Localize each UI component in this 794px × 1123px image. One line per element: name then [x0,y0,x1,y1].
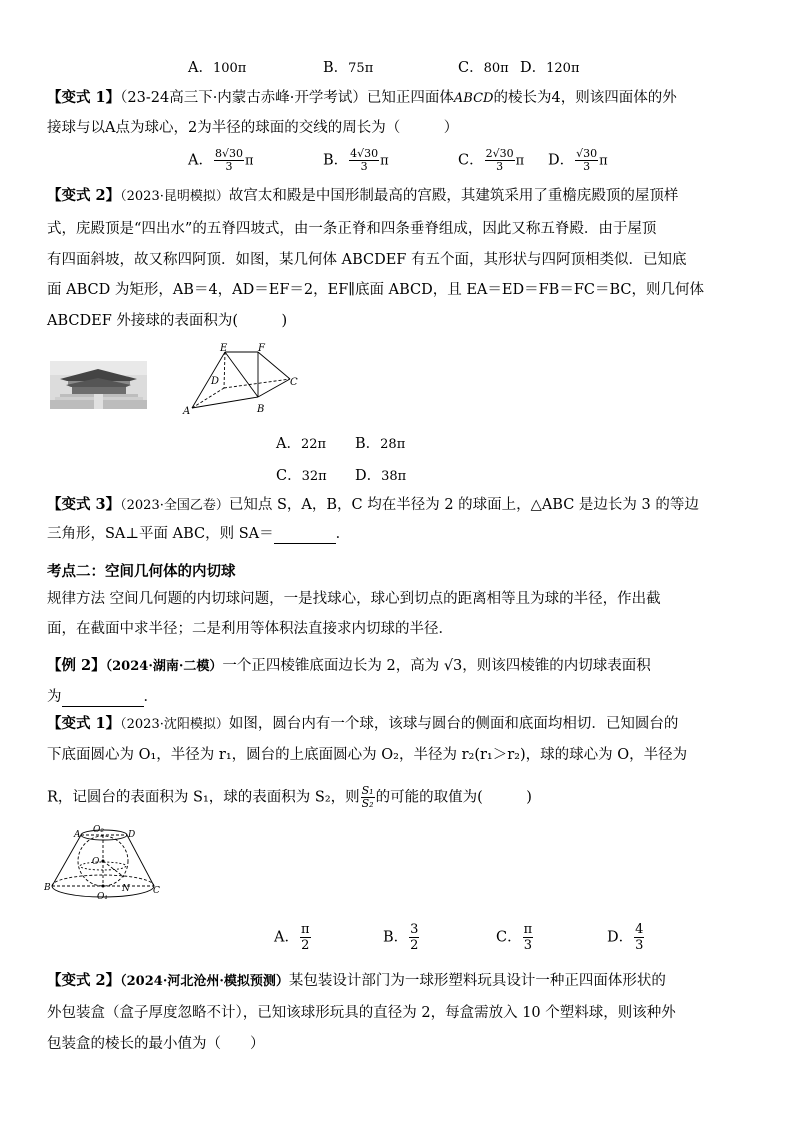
section-title: 考点二：空间几何体的内切球 [47,563,236,580]
v2-line3: 有四面斜坡，故又称四阿顶．如图，某几何体 ABCDEF 有五个面，其形状与四阿顶相类似．已知底 [47,252,687,268]
label-o: O [92,857,100,867]
label-d: D [128,830,136,840]
v1-opt-d-frac [575,148,598,173]
v3-text: 已知点 S，A，B，C 均在半径为 2 的球面上，△ABC 是边长为 3 的等边 [228,497,699,513]
v1-opt-a-label: A． [188,152,213,169]
v2-tag: 【变式 2】 [47,187,121,204]
v1-abcd: ABCD [453,91,494,106]
frac-num: 3 [410,922,419,937]
v1-opt-d-label: D． [548,152,575,169]
frac-num: 8√30 [214,147,243,160]
v3-text2: 三角形，SA⊥平面 ABC，则 SA＝ [47,526,274,542]
frac-den: 3 [523,938,533,953]
v2-line4: 面 ABCD 为矩形，AB＝4，AD＝EF＝2，EF∥底面 ABCD，且 EA＝ED＝FB＝FC＝BC，则几何体 [47,282,704,298]
label-d: D [211,376,220,387]
label-a: A [183,406,191,417]
pi: π [599,153,608,169]
ex2v1-option-c [496,922,534,953]
opt-frac [409,922,419,953]
v1-opt-b-label: B． [323,152,349,169]
answer-blank[interactable] [62,706,144,707]
v2-source: （2023·昆明模拟） [120,189,229,204]
pi: π [515,153,525,169]
frac-num: √30 [576,147,598,160]
opt-label: A． [276,436,301,452]
frac-den: 2 [410,938,419,953]
period: ． [143,689,158,705]
frac-num: S₁ [361,784,374,797]
v1-opt-b-frac [349,148,379,173]
label-b: B [44,883,51,893]
ex2v1-line1 [47,714,678,735]
opt-value: 38π [381,469,407,484]
frac-den: 3 [496,160,504,173]
frac-num: π [300,922,310,937]
option-b-label: B． [323,60,349,76]
palace-photo [50,361,147,409]
v2-line1 [47,186,678,207]
ex2-source: （2024·湖南·二模） [105,659,223,674]
label-b: B [257,404,265,415]
ex2v2-line2: 外包装盒（盒子厚度忽略不计），已知该球形玩具的直径为 2，每盒需放入 10 个塑料球，则该种外 [47,1005,676,1021]
ex2v1-option-b [383,922,420,953]
text: R，记圆台的表面积为 S₁，球的表面积为 S₂，则 [47,789,360,806]
q0-options [188,56,246,77]
v1-opt-c-frac [485,148,515,173]
v3-tag: 【变式 3】 [47,496,121,513]
label-a: A [74,830,81,840]
geometry-figure-abcdef [180,342,305,420]
v1-tag: 【变式 1】 [47,89,121,106]
opt-label: A． [274,929,299,946]
opt-frac [523,922,534,953]
v2-option-b [355,432,405,453]
v1-option-c [458,148,524,173]
ex2v1-option-a [274,922,312,953]
v1-source: （23-24高三下·内蒙古赤峰·开学考试）已知正四面体 [120,90,454,106]
frac-num: 4√30 [350,147,379,160]
frac-den: 3 [583,160,591,173]
frac-num: π [523,922,533,937]
label-f: F [258,343,265,354]
frac-num: 4 [635,922,644,937]
v1-opt-a-frac [214,148,244,173]
v1-line1 [47,88,677,109]
method-line2: 面，在截面中求半径；二是利用等体积法直接求内切球的半径． [47,621,453,637]
opt-label: B． [383,929,409,946]
frac-num: 2√30 [485,147,514,160]
label-o2: O₂ [93,825,104,835]
ex2v1-text: 如图，圆台内有一个球，该球与圆台的侧面和底面均相切．已知圆台的 [228,716,679,732]
pi: π [380,153,389,169]
v1-line1-tail: 的棱长为4，则该四面体的外 [493,90,677,106]
opt-label: C． [496,929,522,946]
ex2v2-source: （2024·河北沧州·模拟预测） [120,974,289,989]
ex2v1-tag: 【变式 1】 [47,715,121,732]
v3-line1 [47,495,699,516]
option-b-value: 75π [348,61,374,76]
label-n: N [122,884,130,894]
v1-option-b [323,148,389,173]
frac-den: 3 [635,938,644,953]
option-a-value: 100π [212,61,247,76]
v1-option-d [548,148,608,173]
text: 的可能的取值为( ) [375,789,532,806]
opt-frac [634,922,644,953]
period: ． [335,526,351,542]
ex2-tag: 【例 2】 [47,657,106,674]
method-line1: 规律方法 空间几何题的内切球问题，一是找球心，球心到切点的距离相等且为球的半径，作出截 [47,591,661,607]
opt-value: 22π [300,437,327,452]
ex2v1-line3 [47,785,532,810]
ex2-text: 一个正四棱锥底面边长为 2，高为 √3，则该四棱锥的内切球表面积 [222,658,651,674]
opt-value: 32π [301,469,327,484]
q0-option-d [520,56,580,77]
ex2v2-text: 某包装设计部门为一球形塑料玩具设计一种正四面体形状的 [288,973,666,989]
ex2v2-tag: 【变式 2】 [47,972,121,989]
label-e: E [220,343,228,354]
opt-frac [300,922,311,953]
opt-label: D． [355,468,382,484]
v2-line2: 式，庑殿顶是“四出水”的五脊四坡式，由一条正脊和四条垂脊组成，因此又称五脊殿．由于屋顶 [47,221,657,237]
ex2-line1 [47,656,651,677]
option-d-value: 120π [546,61,580,76]
v1-options [188,148,254,173]
v2-option-a [276,432,326,453]
v3-line2 [47,524,350,544]
frac-den: 3 [360,160,368,173]
option-c-value: 80π [483,61,509,76]
opt-value: 28π [380,437,406,452]
ex2v1-source: （2023·沈阳模拟） [120,717,229,732]
v2-line5: ABCDEF 外接球的表面积为( ) [47,313,288,329]
ex2-line2 [47,687,158,707]
v2-text: 故宫太和殿是中国形制最高的宫殿，其建筑采用了重檐庑殿顶的屋顶样 [228,188,679,204]
label-c: C [153,886,160,896]
s1-over-s2 [361,785,375,810]
frustum-figure [44,823,164,903]
ex2-text2: 为 [47,689,62,705]
ex2v1-line2: 下底面圆心为 O₁，半径为 r₁，圆台的上底面圆心为 O₂，半径为 r₂(r₁＞r₂)，球的球心为 O，半径为 [47,747,688,763]
ex2v2-line3: 包装盒的棱长的最小值为（ ） [47,1036,265,1052]
frac-den: 3 [225,160,233,173]
answer-blank[interactable] [274,543,336,544]
frac-den: 2 [301,938,310,953]
pi: π [245,153,254,169]
ex2v1-option-d [607,922,645,953]
v1-opt-c-label: C． [458,152,484,169]
ex2v2-line1 [47,971,666,992]
label-o1: O₁ [97,892,108,902]
v2-option-d [355,464,406,485]
label-c: C [290,377,298,388]
option-d-label: D． [520,60,547,76]
v3-source: （2023·全国乙卷） [120,498,229,513]
frac-den: S₂ [361,797,374,810]
option-c-label: C． [458,60,484,76]
option-a-label: A． [188,60,213,76]
v2-option-c [276,464,327,485]
opt-label: D． [607,929,634,946]
q0-option-b [323,56,373,77]
q0-option-c [458,56,509,77]
v1-line2: 接球与以A点为球心，2为半径的球面的交线的周长为（ ） [47,120,459,136]
opt-label: B． [355,436,381,452]
opt-label: C． [276,468,302,484]
